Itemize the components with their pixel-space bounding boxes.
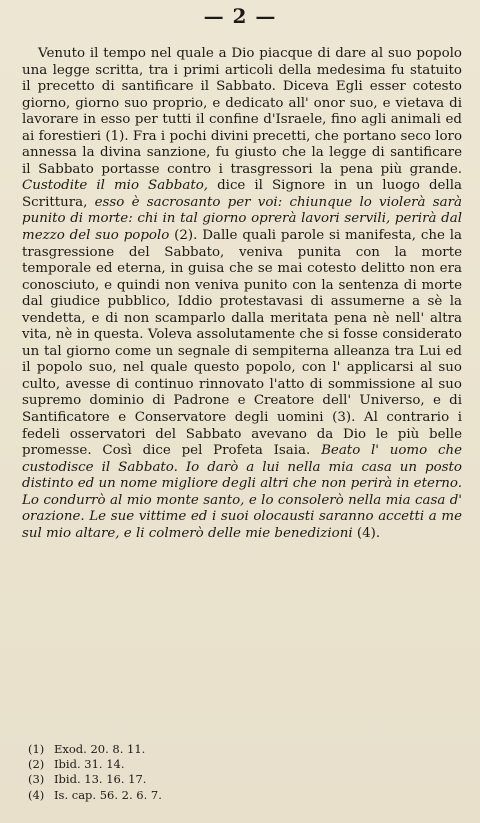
footnote-reference: Ibid. 13. 16. 17. [54, 772, 147, 787]
footnote-number: (3) [28, 772, 45, 787]
scripture-quote: esso è sacrosanto per voi: chiunque lo violerà sarà punito di morte: chi in tal giorno oprerà lavori servili, perirà dal mezzo del suo popolo [22, 194, 462, 244]
scripture-quote: Custodite il mio Sabbato, [22, 178, 209, 194]
text-run: (4). [352, 525, 381, 541]
text-run: dice il Signore in un luogo della Scrittura, [22, 178, 462, 210]
footnote [28, 742, 328, 757]
footnotes-list [28, 742, 328, 803]
body-paragraph [22, 46, 462, 542]
footnote-reference: Ibid. 31. 14. [54, 757, 125, 772]
footnote-number: (4) [28, 787, 45, 802]
footnote [28, 788, 328, 803]
footnote [28, 757, 328, 772]
footnote [28, 772, 328, 787]
footnote-reference: Exod. 20. 8. 11. [54, 742, 146, 756]
footnote-reference: Is. cap. 56. 2. 6. 7. [54, 787, 162, 802]
text-run: (2). Dalle quali parole si manifesta, che la trasgressione del Sabbato, veniva punita con la morte temporale ed eterna, in guisa che se mai cotesto delitto non era conosciuto, e quindi non veniva punito con la sentenza di morte dal giudice pubblico, Iddio protestavasi di assumerne a sè la vendetta, e di non scamparlo dalla meritata pena nè nell' altra vita, nè in questa. Voleva assolutamente che si fosse considerato un tal giorno come un segnale di sempiterna alleanza tra Lui ed il popolo suo, nel quale questo popolo, con l' applicarsi al suo culto, avesse di continuo rinnovato l'atto di sommissione al suo supremo dominio di Padrone e Creatore dell' Universo, e di Santificatore e Conservatore degli uomini (3). Al contrario i fedeli osservatori del Sabbato avevano da Dio le più belle promesse. Così dice pel Profeta Isaia. [22, 228, 462, 459]
text-run: Venuto il tempo nel quale a Dio piacque di dare al suo popolo una legge scritta, tra i primi articoli della medesima fu statuito il precetto di santificare il Sabbato. Diceva Egli esser cotesto giorno, giorno suo proprio, e dedicato all' onor suo, e vietava di lavorare in esso per tutti il confine d'Israele, fino agli animali ed ai forestieri (1). Fra i pochi divini precetti, che portano seco loro annessa la divina sanzione, fu giusto che la legge di santificare il Sabbato portasse contro i trasgressori la pena più grande. [22, 46, 462, 177]
page-number: — 2 — [203, 4, 277, 28]
scripture-quote: Beato l' uomo che custodisce il Sabbato. Io darò a lui nella mia casa un posto distinto ed un nome migliore degli altri che non perirà in eterno. Lo condurrò al mio monte santo, e lo consolerò nella mia casa d' orazione. Le sue vittime ed i suoi olocausti saranno accetti a me sul mio altare, e li colmerò delle mie benedizioni [22, 443, 462, 541]
footnote-number: (2) [28, 757, 45, 772]
footnote-number: (1) [28, 742, 45, 756]
